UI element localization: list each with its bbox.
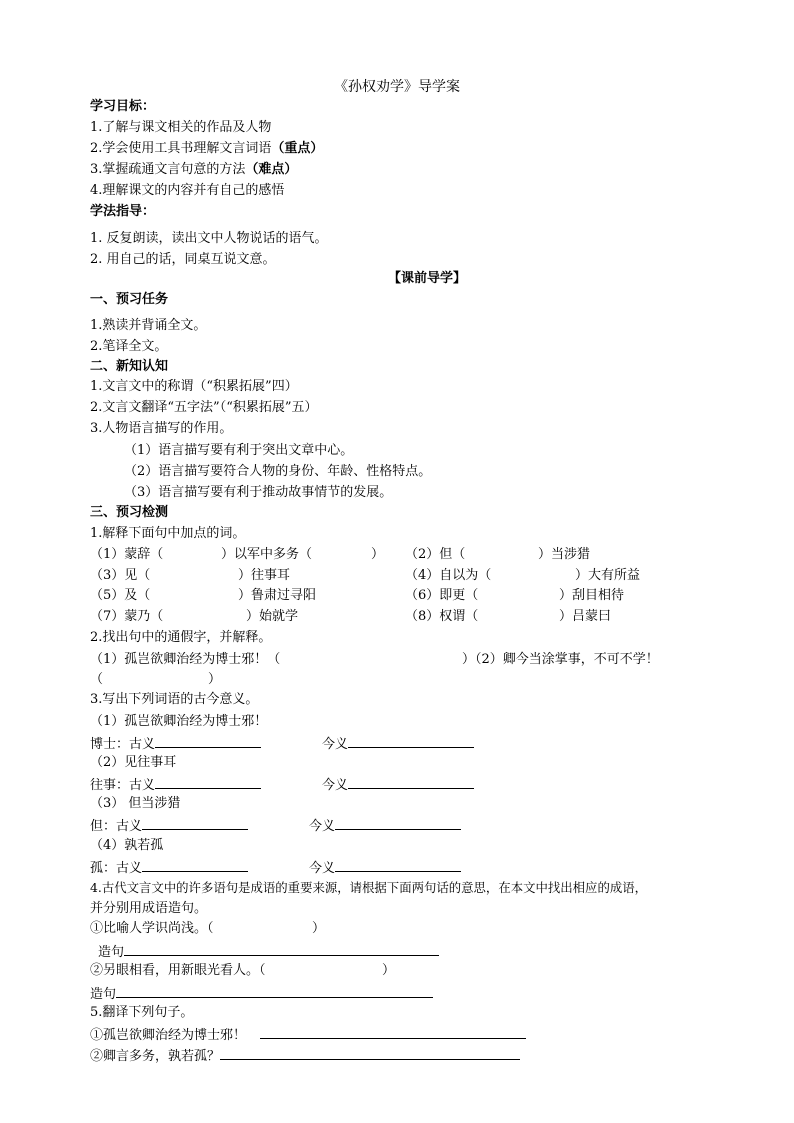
objective-item: 4.理解课文的内容并有自己的感悟 xyxy=(90,183,285,198)
q3-answer-row: 今义 xyxy=(322,735,474,753)
objectives-heading: 学习目标： xyxy=(90,99,156,114)
section2-subitem: （1）语言描写要有利于突出文章中心。 xyxy=(124,443,354,458)
q4-prompt: 并分别用成语造句。 xyxy=(90,901,208,916)
answer-blank[interactable] xyxy=(260,1026,526,1039)
section2-item: 3.人物语言描写的作用。 xyxy=(90,421,233,436)
section3-heading: 三、预习检测 xyxy=(90,505,169,520)
q4-sentence-row: 造句 xyxy=(98,943,439,961)
q1-prompt: 1.解释下面句中加点的词。 xyxy=(90,526,246,541)
q3-sentence: （4）孰若孤 xyxy=(90,838,164,853)
q4-item: ） xyxy=(312,921,326,936)
section2-subitem: （3）语言描写要有利于推动故事情节的发展。 xyxy=(124,485,393,500)
q5-item: ①孤岂欲卿治经为博士邪！ xyxy=(90,1026,526,1044)
objective-item: 3.掌握疏通文言句意的方法（难点） xyxy=(90,162,298,177)
answer-blank[interactable] xyxy=(116,985,433,998)
q3-answer-row: 博士：古义 xyxy=(90,735,261,753)
q2-line: （1）孤岂欲卿治经为博士邪！（ xyxy=(90,652,281,667)
q3-answer-row: 今义 xyxy=(309,817,461,835)
answer-blank[interactable] xyxy=(155,776,261,789)
section2-item: 2.文言文翻译“五字法”（“积累拓展”五） xyxy=(90,400,318,415)
method-item: 1. 反复朗读，读出文中人物说话的语气。 xyxy=(90,231,328,246)
page-title: 《孙权劝学》导学案 xyxy=(334,79,460,95)
section1-item: 1.熟读并背诵全文。 xyxy=(90,318,207,333)
method-item: 2. 用自己的话，同桌互说文意。 xyxy=(90,252,276,267)
q3-answer-row: 今义 xyxy=(322,776,474,794)
answer-blank[interactable] xyxy=(142,817,248,830)
q2-line: ）（2）卿今当涂掌事，不可不学！ xyxy=(462,652,659,667)
q3-prompt: 3.写出下列词语的古今意义。 xyxy=(90,692,259,707)
q3-answer-row: 今义 xyxy=(309,859,461,877)
q3-sentence: （3） 但当涉猎 xyxy=(90,796,181,811)
q4-item: ①比喻人学识尚浅。（ xyxy=(90,921,214,936)
q4-sentence-row: 造句 xyxy=(90,985,433,1003)
q4-item: ） xyxy=(382,963,396,978)
answer-blank[interactable] xyxy=(335,859,461,872)
section2-subitem: （2）语言描写要符合人物的身份、年龄、性格特点。 xyxy=(124,464,432,479)
q2-prompt: 2.找出句中的通假字，并解释。 xyxy=(90,630,272,645)
answer-blank[interactable] xyxy=(348,735,474,748)
answer-blank[interactable] xyxy=(124,943,439,956)
objective-item: 2.学会使用工具书理解文言词语（重点） xyxy=(90,141,324,156)
preclass-heading: 【课前导学】 xyxy=(388,271,467,286)
q3-answer-row: 往事：古义 xyxy=(90,776,261,794)
q3-answer-row: 但：古义 xyxy=(90,817,248,835)
q4-item: ②另眼相看，用新眼光看人。（ xyxy=(90,963,266,978)
q3-sentence: （1）孤岂欲卿治经为博士邪！ xyxy=(90,714,268,729)
q3-sentence: （2）见往事耳 xyxy=(90,755,177,770)
answer-blank[interactable] xyxy=(220,1047,520,1060)
q5-item: ②卿言多务，孰若孤？ xyxy=(90,1047,520,1065)
answer-blank[interactable] xyxy=(348,776,474,789)
answer-blank[interactable] xyxy=(335,817,461,830)
answer-blank[interactable] xyxy=(142,859,248,872)
section1-item: 2.笔译全文。 xyxy=(90,339,168,354)
q2-line: ） xyxy=(208,672,222,687)
section1-heading: 一、预习任务 xyxy=(90,292,169,307)
q5-prompt: 5.翻译下列句子。 xyxy=(90,1005,194,1020)
method-heading: 学法指导： xyxy=(90,204,156,219)
q3-answer-row: 孤：古义 xyxy=(90,859,248,877)
answer-blank[interactable] xyxy=(155,735,261,748)
q4-prompt: 4.古代文言文中的许多语句是成语的重要来源，请根据下面两句话的意思，在本文中找出相应的成语， xyxy=(90,880,648,895)
section2-item: 1.文言文中的称谓（“积累拓展”四） xyxy=(90,379,298,394)
section2-heading: 二、新知认知 xyxy=(90,359,169,374)
objective-item: 1.了解与课文相关的作品及人物 xyxy=(90,120,272,135)
q2-line: （ xyxy=(90,672,104,687)
